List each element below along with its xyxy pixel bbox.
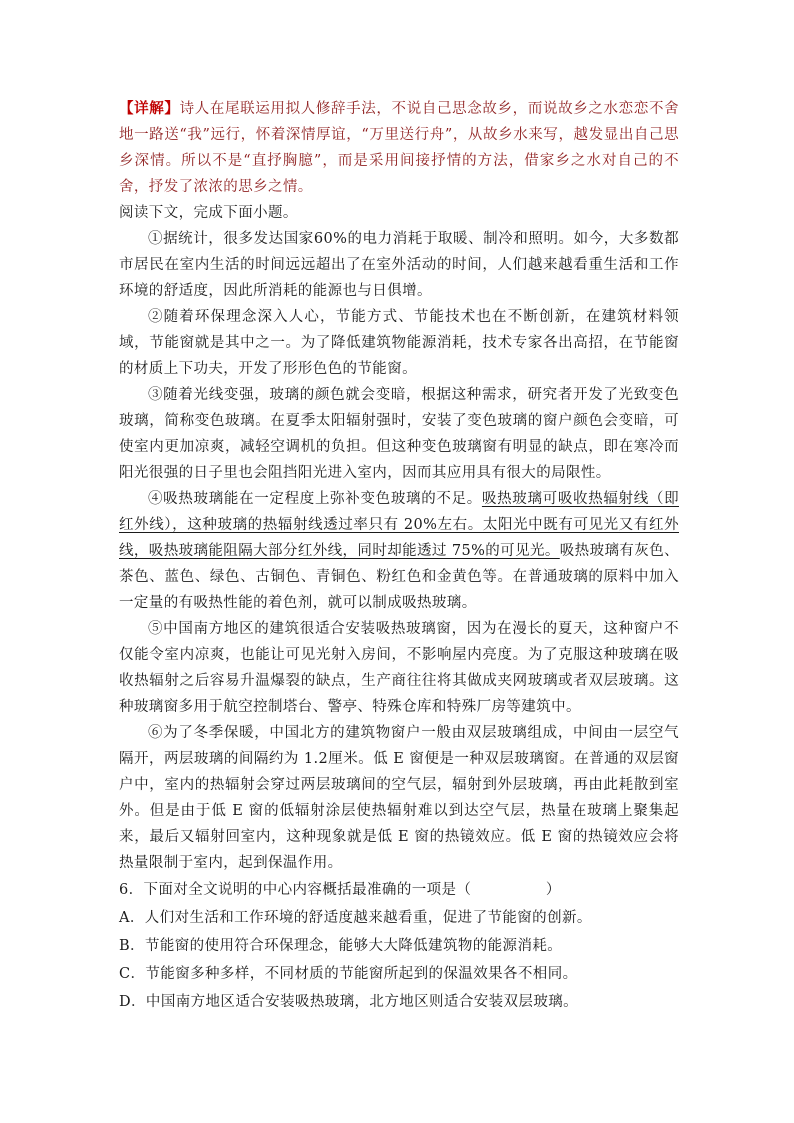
analysis-text: 诗人在尾联运用拟人修辞手法，不说自己思念故乡，而说故乡之水恋恋不舍地一路送“我”远行，怀着深情厚谊，“万里送行舟”，从故乡水来写，越发显出自己思乡深情。所以不是“直抒胸臆”，而是采用间接抒情的方法，借家乡之水对自己的不舍，抒发了浓浓的思乡之情。: [119, 101, 679, 195]
analysis-paragraph: [119, 96, 679, 200]
question-stem: 6．下面对全文说明的中心内容概括最准确的一项是（ ）: [119, 882, 561, 898]
p4-underlined-sentence: 吸热玻璃可吸收热辐射线（即红外线），这种玻璃的热辐射线透过率只有 20%左右。太阳光中既有可见光又有红外线，吸热玻璃能阻隔大部分红外线，同时却能透过 75%的可见光。: [119, 491, 679, 559]
option-d[interactable]: D．中国南方地区适合安装吸热玻璃，北方地区则适合安装双层玻璃。: [119, 994, 579, 1010]
reading-instruction: 阅读下文，完成下面小题。: [119, 205, 298, 221]
option-b[interactable]: B．节能窗的使用符合环保理念，能够大大降低建筑物的能源消耗。: [119, 938, 563, 954]
page-content: [119, 96, 679, 1016]
article-paragraph-1: ①据统计，很多发达国家60%的电力消耗于取暖、制冷和照明。如今，大多数都市居民在室内生活的时间远远超出了在室外活动的时间，人们越来越看重生活和工作环境的舒适度，因此所消耗的能源也与日俱增。: [119, 231, 679, 299]
article-paragraph-4: [119, 486, 679, 616]
article-paragraph-3: ③随着光线变强，玻璃的颜色就会变暗，根据这种需求，研究者开发了光致变色玻璃，简称变色玻璃。在夏季太阳辐射强时，安装了变色玻璃的窗户颜色会变暗，可使室内更加凉爽，减轻空调机的负担。但这种变色玻璃窗有明显的缺点，即在寒冷而阳光很强的日子里也会阻挡阳光进入室内，因而其应用具有很大的局限性。: [119, 387, 679, 481]
p4-intro: ④吸热玻璃能在一定程度上弥补变色玻璃的不足。: [148, 491, 482, 507]
article-paragraph-5: ⑤中国南方地区的建筑很适合安装吸热玻璃窗，因为在漫长的夏天，这种窗户不仅能令室内凉爽，也能让可见光射入房间，不影响屋内亮度。为了克服这种玻璃在吸收热辐射之后容易升温爆裂的缺点，生产商往往将其做成夹网玻璃或者双层玻璃。这种玻璃窗多用于航空控制塔台、警亭、特殊仓库和特殊厂房等建筑中。: [119, 621, 679, 715]
option-c[interactable]: C．节能窗多种多样，不同材质的节能窗所起到的保温效果各不相同。: [119, 966, 578, 982]
article-paragraph-2: ②随着环保理念深入人心，节能方式、节能技术也在不断创新，在建筑材料领域，节能窗就是其中之一。为了降低建筑物能源消耗，技术专家各出高招，在节能窗的材质上下功夫，开发了形形色色的节能窗。: [119, 309, 679, 377]
option-a[interactable]: A．人们对生活和工作环境的舒适度越来越看重，促进了节能窗的创新。: [119, 910, 592, 926]
p4-rest: 吸热玻璃有灰色、茶色、蓝色、绿色、古铜色、青铜色、粉红色和金黄色等。在普通玻璃的原料中加入一定量的有吸热性能的着色剂，就可以制成吸热玻璃。: [119, 543, 679, 611]
article-paragraph-6: ⑥为了冬季保暖，中国北方的建筑物窗户一般由双层玻璃组成，中间由一层空气隔开，两层玻璃的间隔约为 1.2厘米。低 E 窗便是一种双层玻璃窗。在普通的双层窗户中，室内的热辐射会穿过两层玻璃间的空气层，辐射到外层玻璃，再由此耗散到室外。但是由于低 E 窗的低辐射涂层使热辐射难以到达空气层，热量在玻璃上聚集起来，最后又辐射回室内，这种现象就是低 E 窗的热镜效应。低 E 窗的热镜效应会将热量限制于室内，起到保温作用。: [119, 725, 679, 871]
analysis-tag: 【详解】: [119, 100, 180, 117]
